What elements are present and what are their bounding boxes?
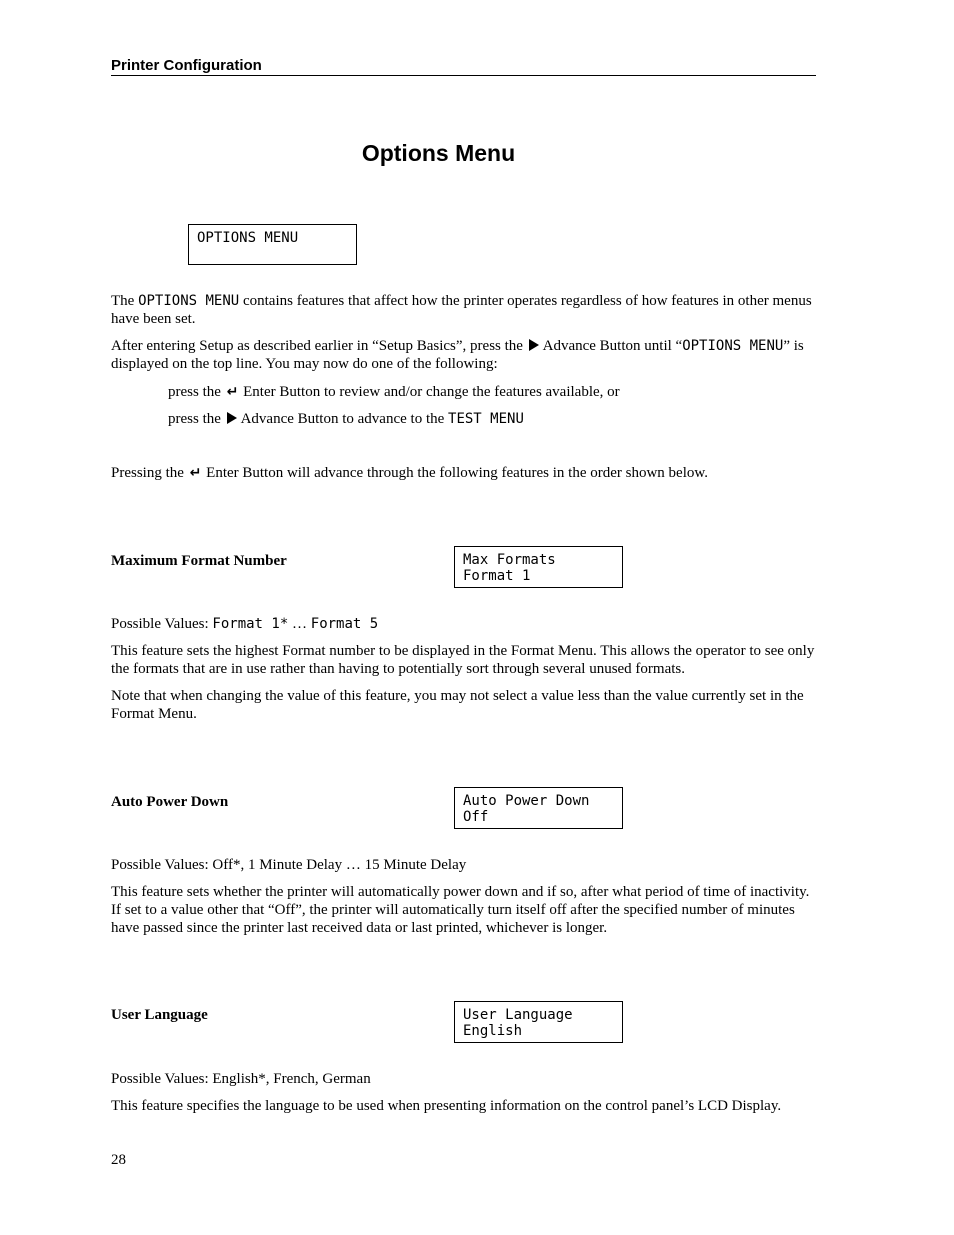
lcd-line-1: OPTIONS MENU: [197, 230, 299, 246]
code-options-menu: OPTIONS MENU: [138, 293, 240, 309]
user-language-lcd: [454, 1001, 623, 1043]
intro-paragraph-2: [111, 337, 816, 373]
text: Advance Button to advance to the: [237, 411, 449, 427]
code-options-menu: OPTIONS MENU: [682, 338, 784, 354]
lcd-line-1: User Language: [463, 1007, 573, 1023]
running-header: Printer Configuration: [111, 57, 816, 76]
feature-label-user-language: User Language: [111, 1007, 208, 1023]
intro-paragraph-1: [111, 292, 816, 328]
text: Possible Values:: [111, 616, 213, 632]
lcd-line-2: English: [463, 1023, 523, 1039]
text: Enter Button will advance through the following features in the order shown below.: [202, 465, 708, 481]
text: press the: [168, 411, 225, 427]
text: …: [288, 616, 311, 632]
lcd-line-2: Format 1: [463, 568, 531, 584]
text: Advance Button until “: [539, 338, 683, 354]
max-formats-note: Note that when changing the value of this feature, you may not select a value less than the value currently set in the Format Menu.: [111, 688, 804, 722]
enter-arrow-icon: ↵: [226, 384, 239, 400]
page-title-text: Options Menu: [361, 140, 516, 166]
feature-label-auto-power-down: Auto Power Down: [111, 794, 229, 810]
page-title: [111, 139, 816, 167]
text: contains features that affect how the printer operates regardless of how features in other menus have been set.: [111, 293, 812, 327]
user-language-values: Possible Values: English*, French, German: [111, 1071, 371, 1087]
text: After entering Setup as described earlier in “Setup Basics”, press the: [111, 338, 527, 354]
option-advance: [168, 410, 808, 428]
auto-power-down-values: Possible Values: Off*, 1 Minute Delay … 15 Minute Delay: [111, 857, 467, 873]
options-menu-lcd: [188, 224, 357, 265]
max-formats-values: [111, 615, 816, 633]
text: Enter Button to review and/or change the features available, or: [239, 384, 620, 400]
text: The: [111, 293, 139, 309]
code-test-menu: TEST MENU: [448, 411, 524, 427]
auto-power-down-lcd: [454, 787, 623, 829]
text: Pressing the: [111, 465, 188, 481]
text: press the: [168, 384, 225, 400]
auto-power-down-description: This feature sets whether the printer will automatically power down and if so, after what period of time of inactivity. If set to a value other that “Off”, the printer will automatically turn itself off after the specified number of minutes have passed since the printer last received data or last printed, whichever is longer.: [111, 884, 810, 936]
lcd-line-1: Auto Power Down: [463, 793, 590, 809]
text: ” is displayed on the top line. You may now do one of the following:: [111, 338, 804, 372]
user-language-description: This feature specifies the language to be used when presenting information on the control panel’s LCD Display.: [111, 1098, 782, 1114]
enter-arrow-icon: ↵: [189, 465, 202, 481]
option-enter: [168, 383, 808, 401]
intro-paragraph-3: [111, 464, 816, 482]
page-number: 28: [111, 1152, 126, 1168]
lcd-line-2: Off: [463, 809, 489, 825]
advance-arrow-icon: [227, 412, 237, 424]
code-format-1: Format 1*: [212, 616, 289, 632]
lcd-line-1: Max Formats: [463, 552, 556, 568]
max-formats-lcd: [454, 546, 623, 588]
feature-label-max-formats: Maximum Format Number: [111, 553, 287, 569]
max-formats-description: This feature sets the highest Format number to be displayed in the Format Menu. This allows the operator to see only the formats that are in use rather than having to potentially sort through several unused formats.: [111, 643, 815, 677]
advance-arrow-icon: [529, 339, 539, 351]
code-format-5: Format 5: [310, 616, 379, 632]
